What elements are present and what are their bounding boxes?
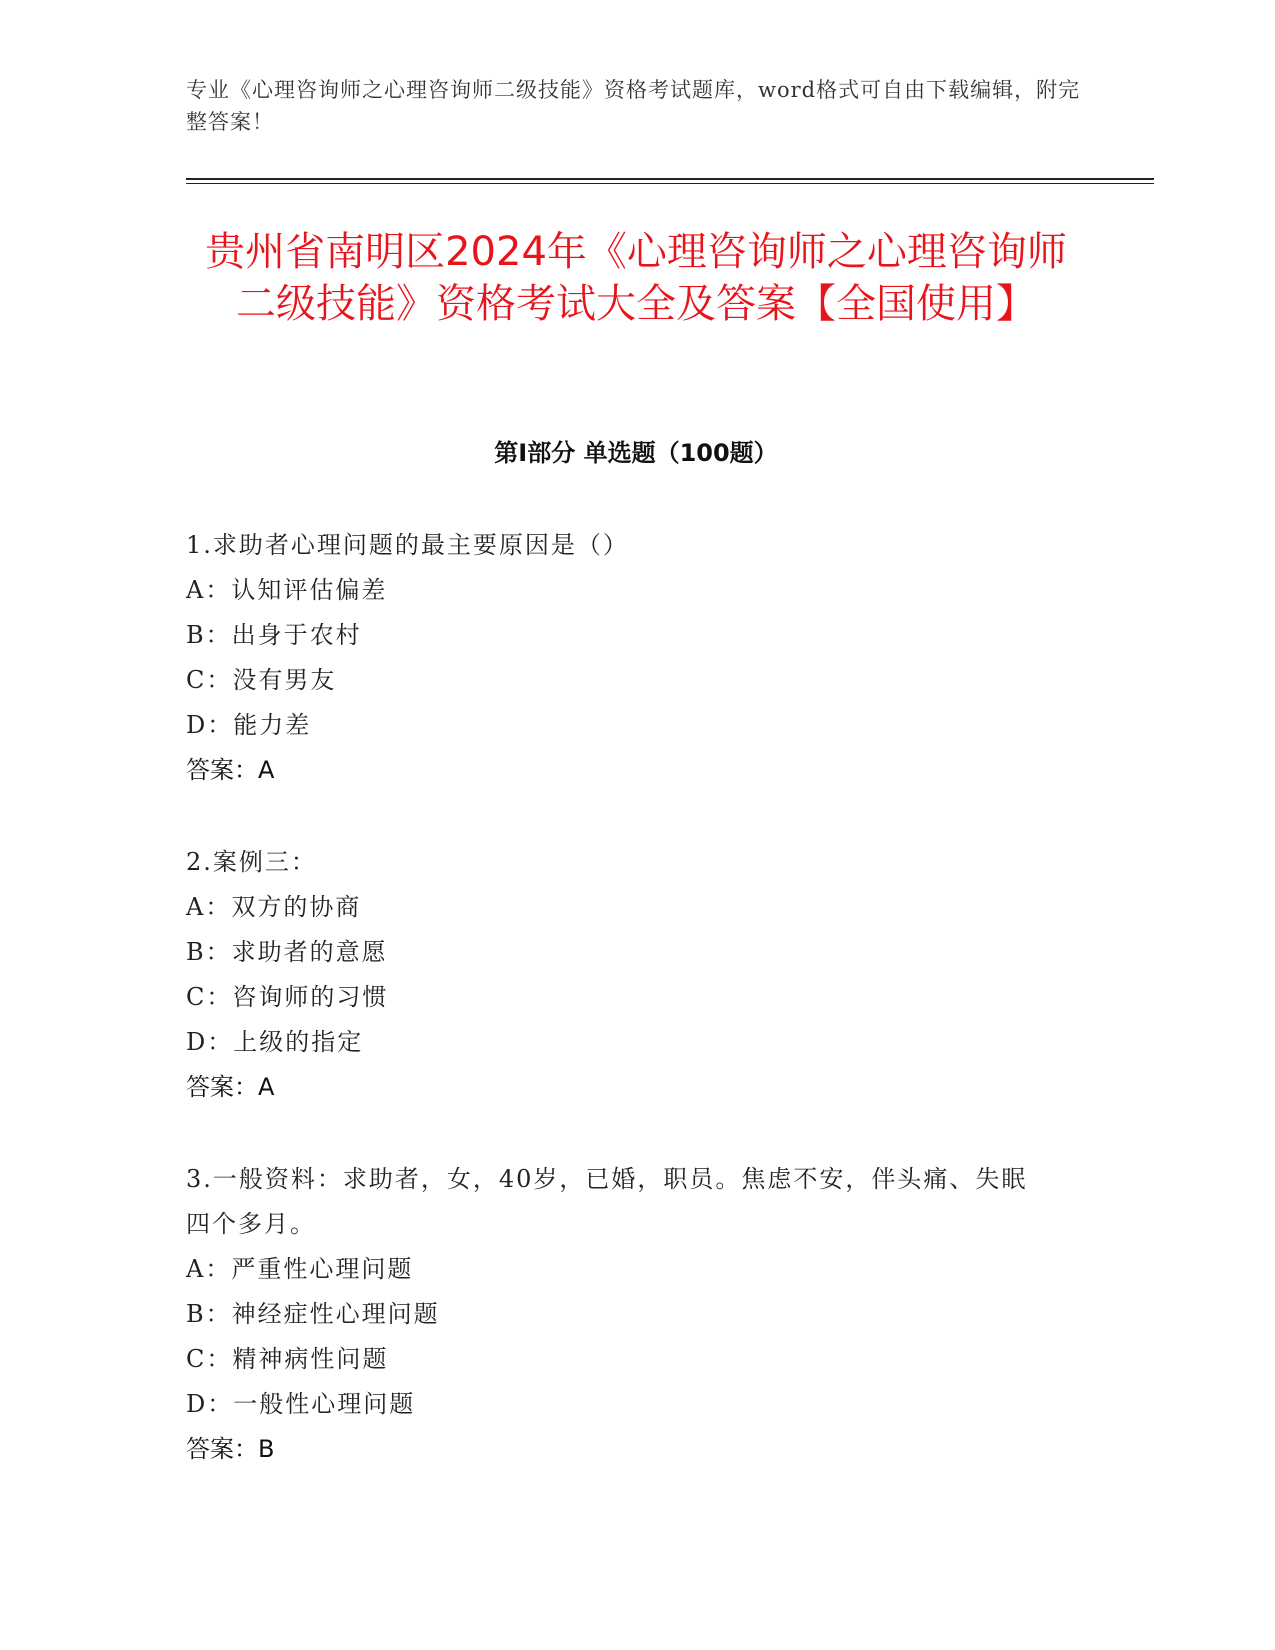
answer-line: 答案：B bbox=[186, 1435, 275, 1463]
question-item bbox=[186, 840, 1086, 1110]
option-d: D：上级的指定 bbox=[186, 1028, 364, 1056]
option-a: A：认知评估偏差 bbox=[186, 576, 388, 604]
question-stem: 2.案例三： bbox=[186, 848, 317, 876]
section-title: 第Ⅰ部分 单选题（100题） bbox=[494, 439, 778, 467]
option-c: C：精神病性问题 bbox=[186, 1345, 389, 1373]
option-d: D：能力差 bbox=[186, 711, 312, 739]
option-a: A：双方的协商 bbox=[186, 893, 362, 921]
header-note: 专业《心理咨询师之心理咨询师二级技能》资格考试题库，word格式可自由下载编辑，附完整答案！ bbox=[186, 78, 1081, 134]
option-d: D：一般性心理问题 bbox=[186, 1390, 416, 1418]
answer-line: 答案：A bbox=[186, 1073, 275, 1101]
option-a: A：严重性心理问题 bbox=[186, 1255, 414, 1283]
option-c: C：咨询师的习惯 bbox=[186, 983, 389, 1011]
question-item bbox=[186, 1157, 1086, 1472]
option-b: B：神经症性心理问题 bbox=[186, 1300, 440, 1328]
option-c: C：没有男友 bbox=[186, 666, 337, 694]
option-b: B：出身于农村 bbox=[186, 621, 362, 649]
question-stem: 3.一般资料：求助者，女，40岁，已婚，职员。焦虑不安，伴头痛、失眠四个多月。 bbox=[186, 1165, 1028, 1238]
answer-line: 答案：A bbox=[186, 756, 275, 784]
question-stem: 1.求助者心理问题的最主要原因是（） bbox=[186, 531, 629, 559]
header-divider-thick bbox=[186, 178, 1154, 180]
option-b: B：求助者的意愿 bbox=[186, 938, 388, 966]
header-divider-thin bbox=[186, 183, 1154, 184]
question-item bbox=[186, 523, 1086, 793]
document-title: 贵州省南明区2024年《心理咨询师之心理咨询师二级技能》资格考试大全及答案【全国使用】 bbox=[205, 229, 1067, 327]
